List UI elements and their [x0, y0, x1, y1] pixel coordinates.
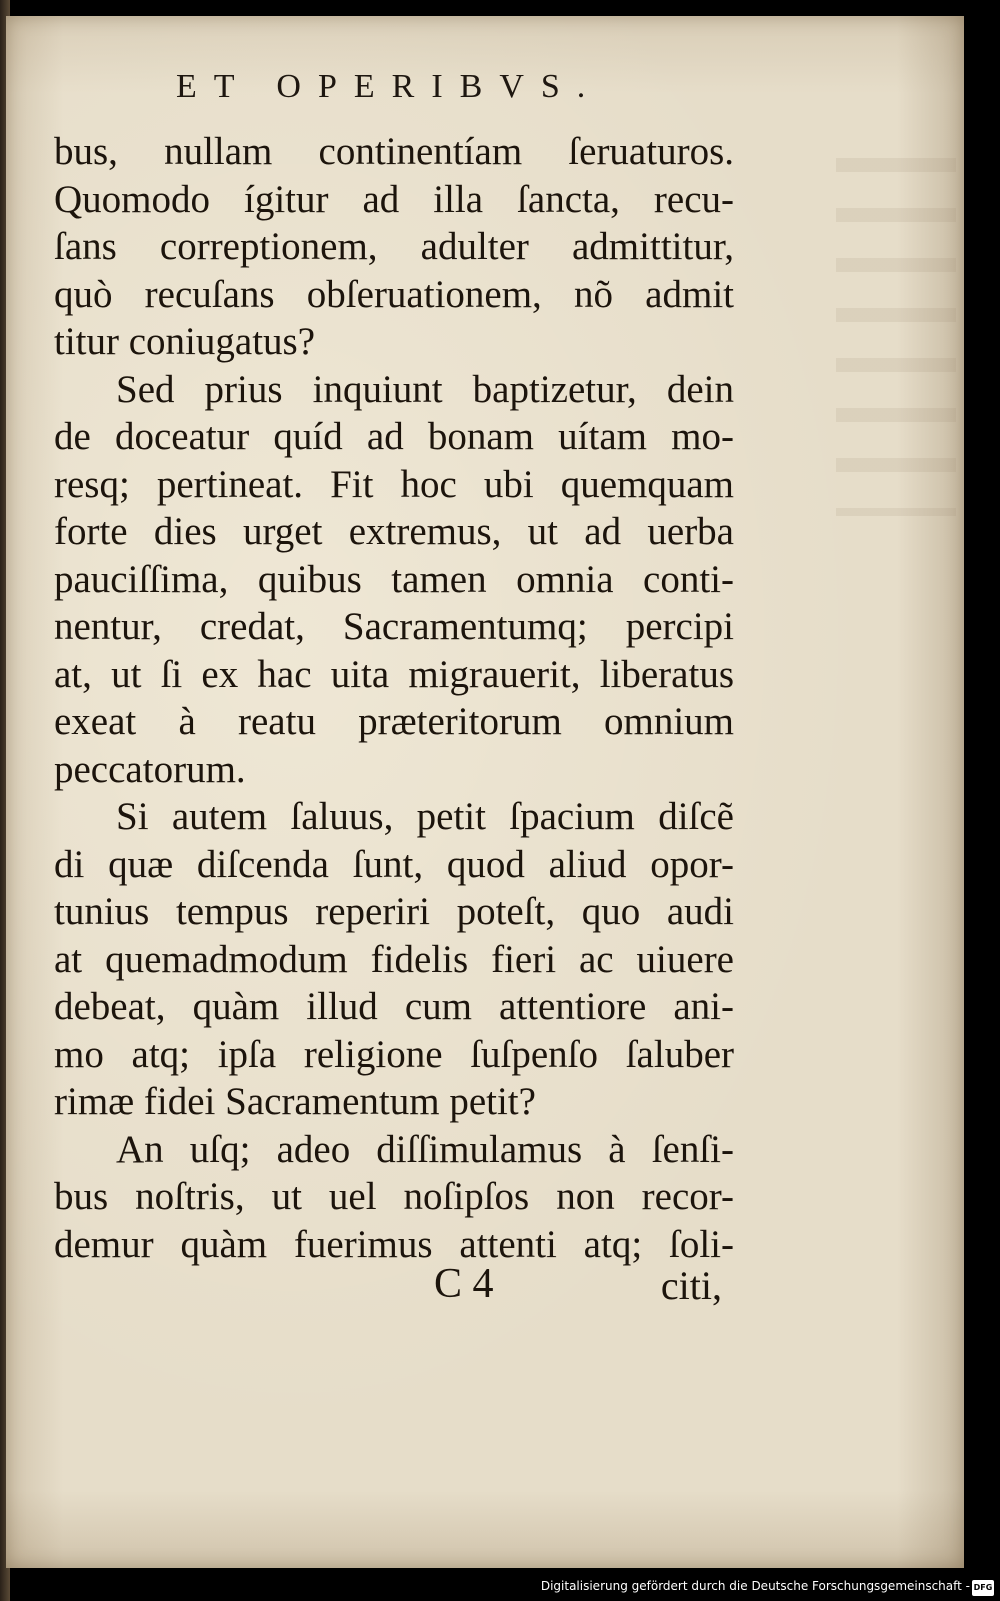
text-line: Si autem ſaluus, petit ſpacium diſcẽ [116, 795, 734, 838]
text-line: exeat à reatu præteritorum omnium [54, 700, 734, 743]
text-line: nentur, credat, Sacramentumq; percipi [54, 605, 734, 648]
text-line: di quæ diſcenda ſunt, quod aliud opor- [54, 842, 734, 886]
show-through [836, 136, 956, 516]
text-line: titur coniugatus? [54, 320, 316, 363]
text-line: pauciſſima, quibus tamen omnia conti- [54, 557, 734, 601]
text-line: debeat, quàm illud cum attentiore ani- [54, 985, 734, 1028]
text-line: demur quàm fuerimus attenti atq; ſoli- [54, 1222, 734, 1266]
text-line: Quomodo ígitur ad illa ſancta, recu- [54, 177, 734, 221]
page-footer [54, 1260, 734, 1320]
text-line: Sed prius inquiunt baptizetur, dein [116, 367, 734, 411]
body-text [54, 128, 734, 1268]
text-line: at, ut ſi ex hac uita migrauerit, liberatus [54, 652, 734, 696]
book-page [6, 16, 964, 1568]
text-line: at quemadmodum fidelis fieri ac uiuere [54, 937, 734, 981]
text-line: ſans correptionem, adulter admittitur, [54, 225, 734, 268]
text-line: bus, nullam continentíam ſeruaturos. [54, 130, 734, 173]
text-line: forte dies urget extremus, ut ad uerba [54, 510, 734, 553]
signature-mark: C 4 [434, 1261, 494, 1307]
text-line: An uſq; adeo diſſimulamus à ſenſi- [116, 1127, 734, 1171]
text-line: rimæ fidei Sacramentum petit? [54, 1080, 536, 1123]
text-line: tunius tempus reperiri poteſt, quo audi [54, 890, 734, 933]
dfg-logo: DFG [972, 1580, 994, 1596]
digitization-credit: Digitalisierung gefördert durch die Deutsche Forschungsgemeinschaft - [540, 1579, 970, 1593]
text-line: bus noſtris, ut uel noſipſos non recor- [54, 1175, 734, 1218]
text-line: quò recuſans obſeruationem, nõ admit [54, 272, 734, 316]
text-line: de doceatur quíd ad bonam uítam mo- [54, 415, 734, 458]
running-head: ET OPERIBVS. [176, 68, 603, 105]
text-line: mo atq; ipſa religione ſuſpenſo ſaluber [54, 1032, 734, 1076]
text-line: peccatorum. [54, 747, 246, 791]
text-line: resq; pertineat. Fit hoc ubi quemquam [54, 462, 734, 506]
catchword: citi, [660, 1263, 722, 1308]
